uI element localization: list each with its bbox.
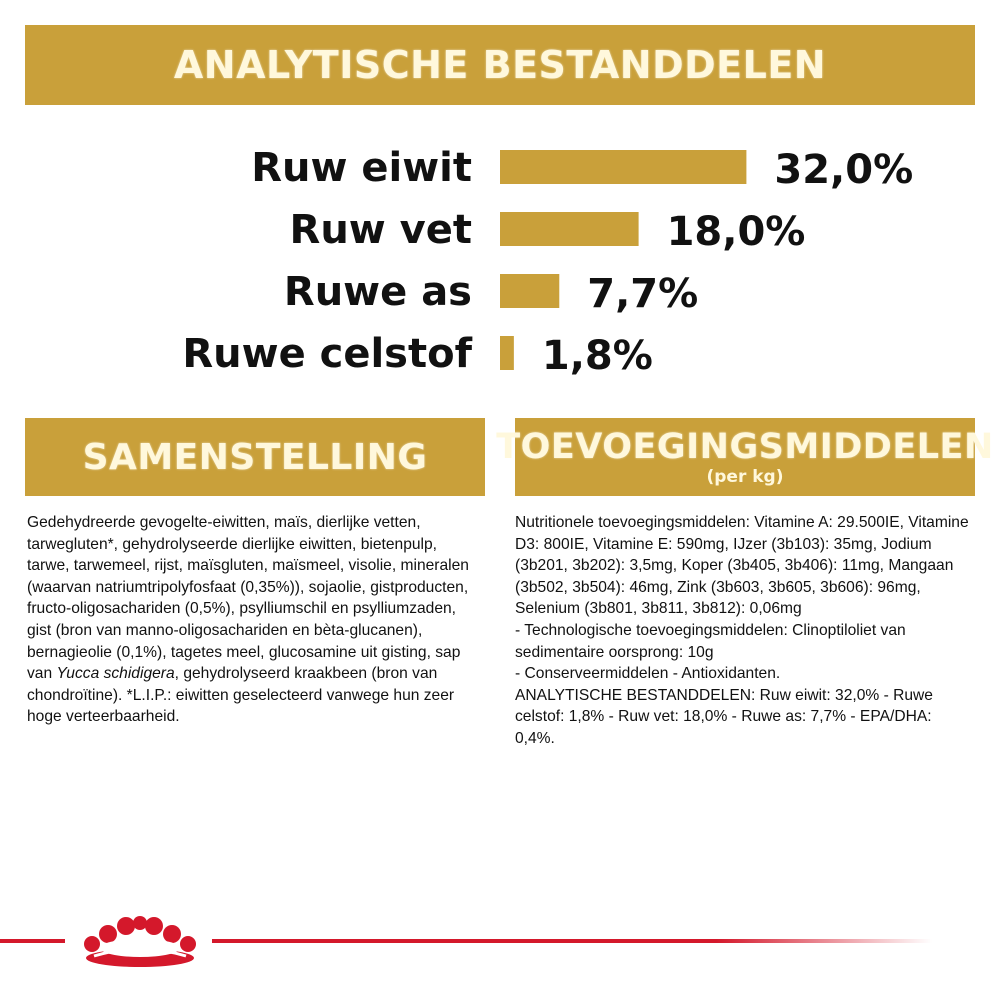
value-label: 7,7% bbox=[587, 271, 699, 317]
composition-title: SAMENSTELLING bbox=[82, 436, 428, 478]
composition-text-part: , gehydrolyseerd kraakbeen (bron van chondroïtine). *L.I.P.: eiwitten geselecteerd vanwege hun zeer hoge verteerbaarheid. bbox=[27, 665, 455, 726]
composition-banner bbox=[25, 418, 485, 496]
additives-line: ANALYTISCHE BESTANDDELEN: Ruw eiwit: 32,0% - Ruwe celstof: 1,8% - Ruw vet: 18,0% - Ruwe as: 7,7% - EPA/DHA: 0,4%. bbox=[515, 686, 933, 747]
additives-line: - Conserveermiddelen - Antioxidanten. bbox=[515, 665, 781, 683]
value-label: 1,8% bbox=[541, 333, 653, 379]
bar bbox=[500, 212, 639, 246]
bar bbox=[500, 150, 746, 184]
page-title: ANALYTISCHE BESTANDDELEN bbox=[173, 43, 827, 87]
value-label: 32,0% bbox=[774, 147, 914, 193]
additives-banner bbox=[496, 418, 994, 496]
additives-subtitle: (per kg) bbox=[706, 467, 784, 487]
composition-text-part: Gedehydreerde gevogelte-eiwitten, maïs, dierlijke vetten, tarwegluten*, gehydrolyseerde dierlijke eiwitten, bietenpulp, tarwe, tarwemeel, rijst, maïsgluten, maïsmeel, visolie, mineralen (waarvan natriumtripolyfosfaat (0,35%)), sojaolie, gistproducten, fructo-oligosachariden (0,5%), psylliumschil en psylliumzaden, gist (bron van manno-oligosachariden en bèta-glucanen), bernagieolie (0,1%), tagetes meel, glucosamine uit gisting, sap van bbox=[27, 514, 469, 683]
category-label: Ruwe celstof bbox=[182, 331, 472, 377]
category-label: Ruw vet bbox=[289, 207, 472, 253]
header-banner bbox=[25, 25, 975, 105]
analytical-components-chart bbox=[0, 130, 1000, 400]
footer-line bbox=[0, 939, 65, 943]
bar bbox=[500, 336, 514, 370]
additives-title: TOEVOEGINGSMIDDELEN bbox=[496, 427, 994, 467]
additives-line: - Technologische toevoegingsmiddelen: Clinoptiloliet van sedimentaire oorsprong: 10g bbox=[515, 621, 906, 661]
composition-text bbox=[27, 512, 482, 728]
value-label: 18,0% bbox=[666, 209, 806, 255]
royal-canin-crown-icon bbox=[70, 912, 210, 972]
category-label: Ruw eiwit bbox=[251, 145, 472, 191]
bar bbox=[500, 274, 559, 308]
additives-line: Nutritionele toevoegingsmiddelen: Vitamine A: 29.500IE, Vitamine D3: 800IE, Vitamine E: 590mg, IJzer (3b103): 35mg, Jodium (3b201, 3b202): 3,5mg, Koper (3b405, 3b406): 11mg, Mangaan (3b502, 3b504): 46mg, Zink (3b603, 3b605, 3b606): 96mg, Selenium (3b801, 3b811, 3b812): 0,06mg bbox=[515, 514, 969, 618]
category-label: Ruwe as bbox=[283, 269, 472, 315]
footer-line bbox=[212, 939, 932, 943]
composition-text-italic: Yucca schidigera bbox=[56, 665, 175, 683]
additives-text bbox=[515, 512, 970, 750]
